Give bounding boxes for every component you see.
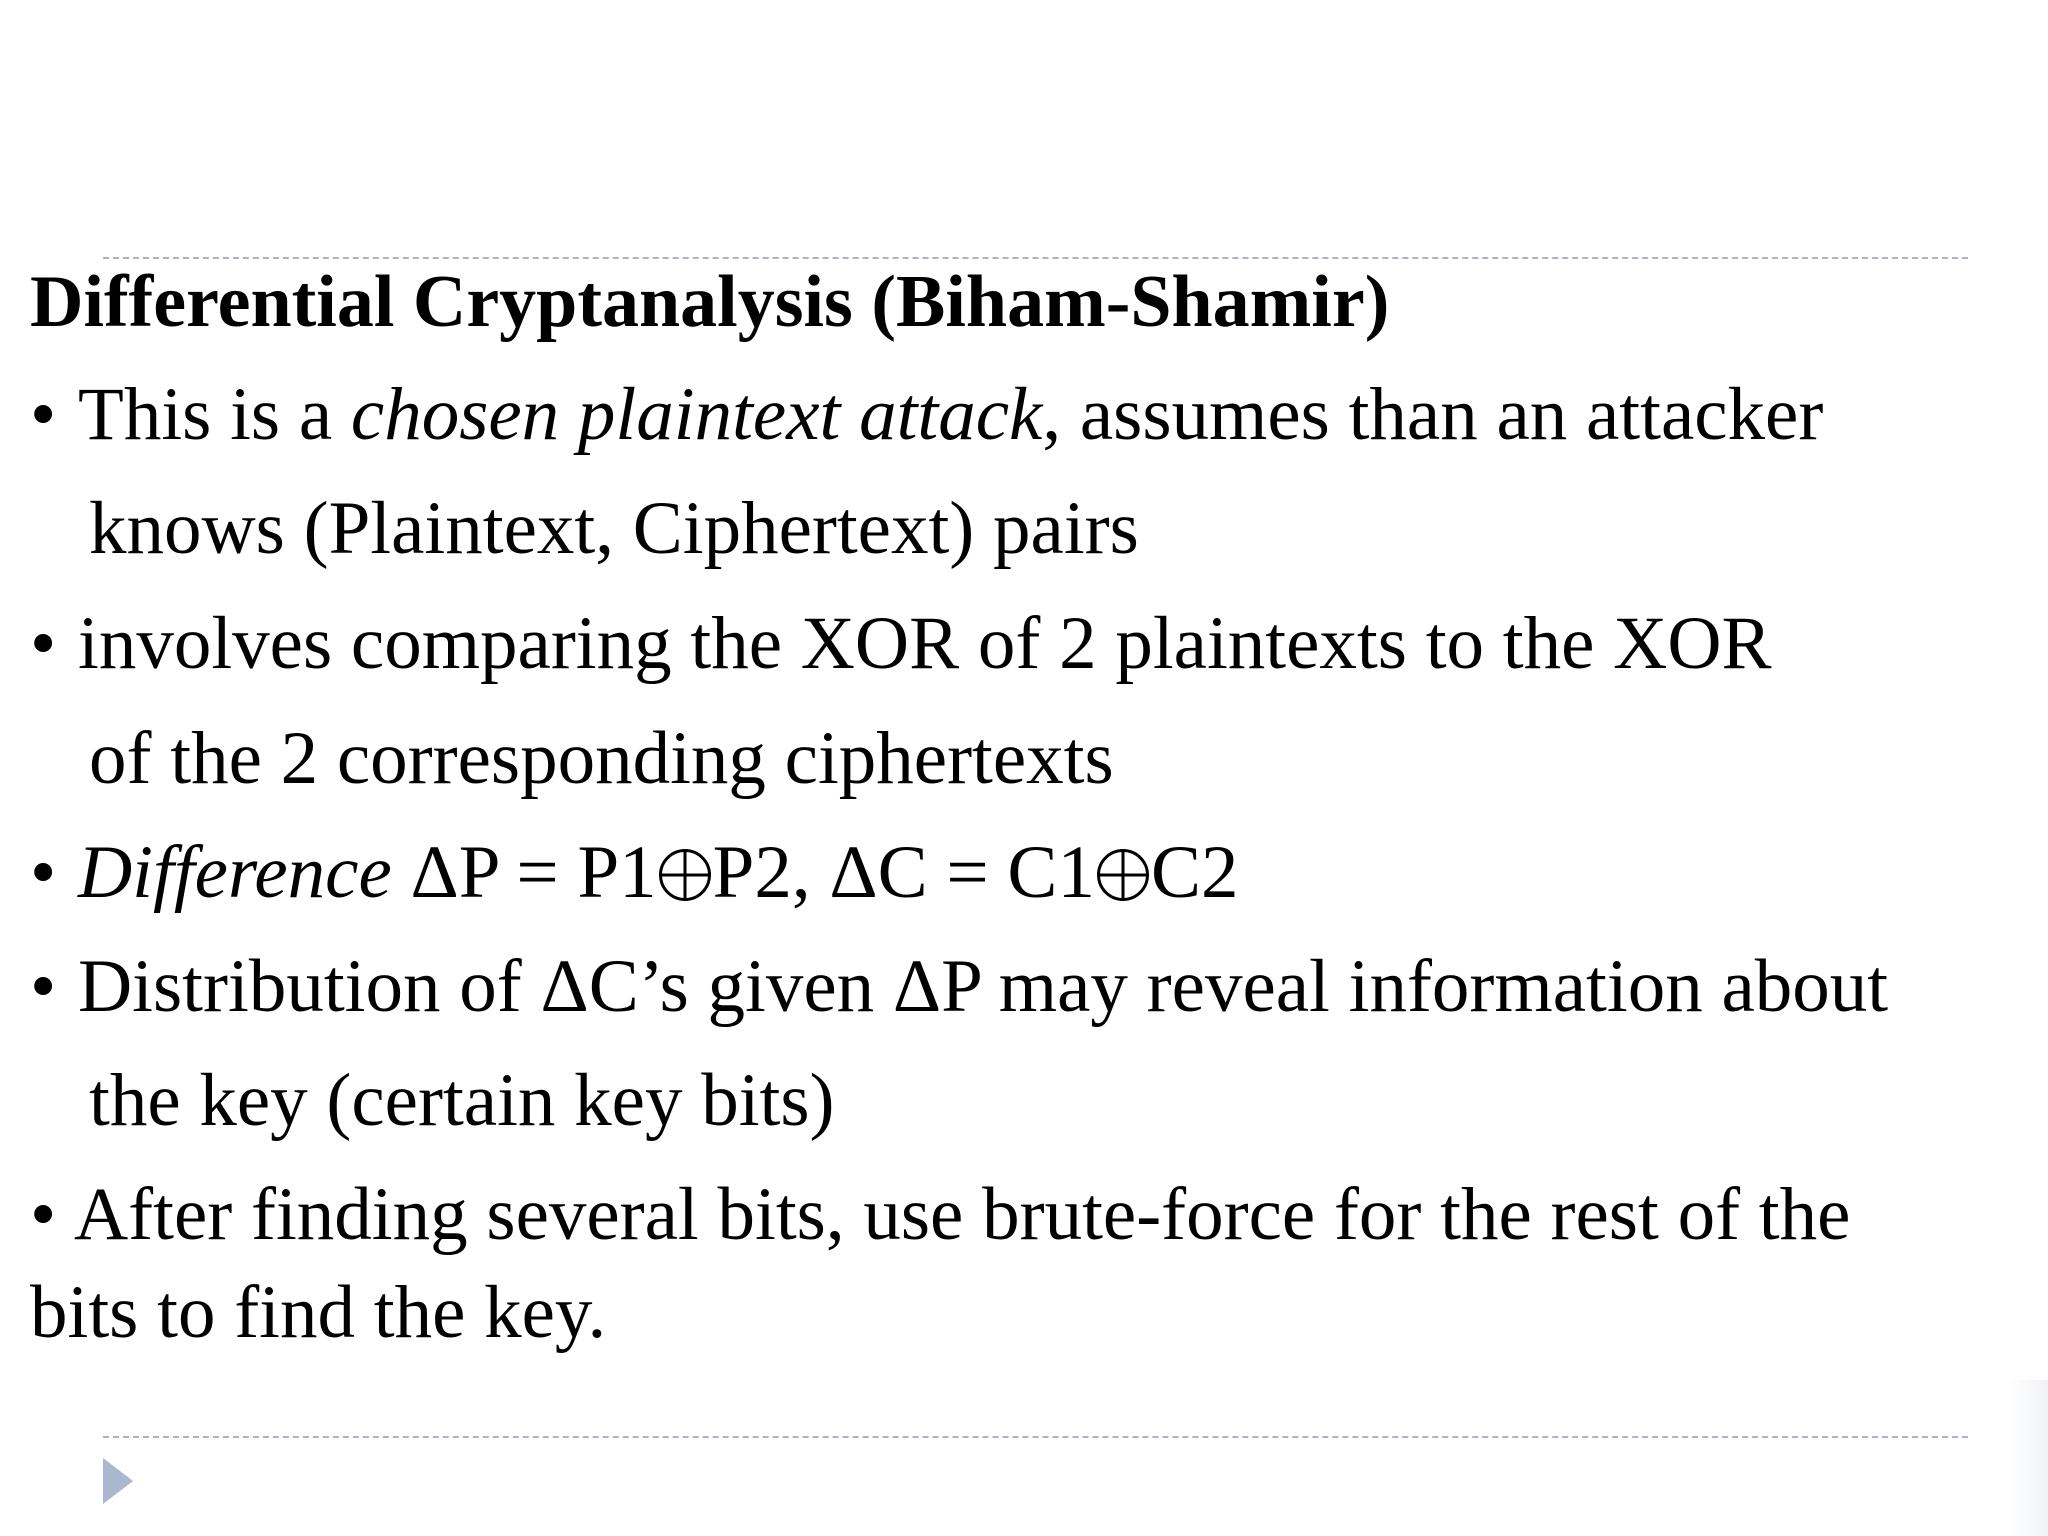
bullet-2-text: involves comparing the XOR of 2 plaintexts to the XOR [78,602,1772,685]
bullet-2 [30,602,1772,685]
xor-icon [1097,849,1149,901]
bullet-marker: • [30,831,57,914]
bullet-5-text: After finding several bits, use brute-force for the rest of the [74,1173,1851,1256]
bullet-1-continuation: knows (Plaintext, Ciphertext) pairs [89,487,1139,570]
bullet-marker: • [30,945,57,1028]
bullet-4-continuation: the key (certain key bits) [89,1059,835,1142]
bullet-2-continuation: of the 2 corresponding ciphertexts [89,717,1114,800]
bullet-marker: • [30,1173,57,1256]
bullet-1-post: , assumes than an attacker [1042,373,1824,456]
top-divider [103,257,1968,259]
bullet-3-part1: ΔP = P1 [391,831,657,914]
bullet-5 [30,1173,1851,1256]
xor-icon [659,849,711,901]
edge-shade [2008,1380,2048,1536]
play-triangle-icon [103,1458,133,1504]
bottom-divider [103,1436,1968,1438]
bullet-4 [30,945,1889,1028]
bullet-1-emphasis: chosen plaintext attack [350,373,1043,456]
bullet-3-part2: P2, ΔC = C1 [712,831,1095,914]
bullet-marker: • [30,373,57,456]
bullet-3-part3: C2 [1150,831,1239,914]
bullet-3 [30,831,1239,914]
bullet-4-text: Distribution of ΔC’s given ΔP may reveal information about [78,945,1889,1028]
bullet-3-emphasis: Difference [78,831,392,914]
slide-title: Differential Cryptanalysis (Biham-Shamir) [30,261,1390,343]
bullet-5-continuation: bits to find the key. [30,1271,607,1354]
bullet-1-pre: This is a [78,373,351,456]
bullet-marker: • [30,602,57,685]
bullet-1 [30,373,1824,456]
